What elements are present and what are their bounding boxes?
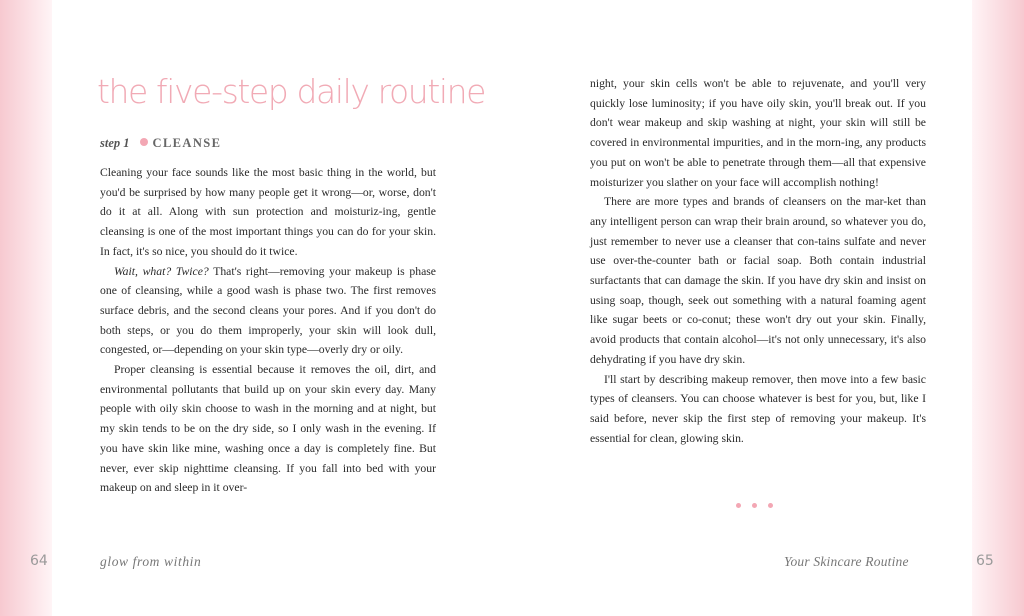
paragraph: Cleaning your face sounds like the most basic thing in the world, but you'd be surprised by how many people get it wrong—or, worse, don't do it at all. Along with sun protection and moisturiz-ing, gentle cleansing is one of the most important things you can do for your skin. In fact, it's so nice, you should do it twice.	[100, 166, 436, 258]
italic-phrase: Wait, what? Twice?	[114, 264, 209, 278]
ornament-dot-icon	[736, 503, 741, 508]
chapter-title: the five-step daily routine	[97, 72, 486, 111]
left-page-edge	[0, 0, 52, 616]
page-number-left: 64	[30, 553, 48, 569]
right-page-edge	[972, 0, 1024, 616]
left-page	[52, 0, 512, 616]
right-page	[512, 0, 972, 616]
running-head-right: Your Skincare Routine	[784, 554, 909, 569]
ornament-dot-icon	[768, 503, 773, 508]
section-ornament	[736, 503, 773, 508]
right-text-column	[590, 74, 926, 448]
paragraph: night, your skin cells won't be able to rejuvenate, and you'll very quickly lose luminosity; if you have oily skin, you'll break out. If you don't wear makeup and skip washing at night, your skin will still be covered in environmental impurities, and in the morn-ing, any products you put on won't be able to penetrate through them—all that expensive moisturizer you slather on your face will accomplish nothing!	[590, 77, 926, 189]
paragraph: Proper cleansing is essential because it removes the oil, dirt, and environmental pollutants that build up on your skin every day. Many people with oily skin choose to wash in the morning and at night, but my skin tends to be on the dry side, so I only wash in the evening. If you have skin like mine, washing once a day is completely fine. But never, ever skip nighttime cleansing. If you fall into bed with your makeup on and sleep in it over-	[100, 363, 436, 495]
running-head-left: glow from within	[100, 554, 202, 569]
step-heading	[100, 136, 221, 151]
paragraph: I'll start by describing makeup remover, then move into a few basic types of cleansers. You can choose whatever is best for you, but, like I said before, never skip the first step of removing your makeup. It's essential for clean, glowing skin.	[590, 372, 926, 445]
paragraph: There are more types and brands of cleansers on the mar-ket than any intelligent person can wrap their brain around, so whatever you do, just remember to never use a cleanser that con-tains sulfate and never use over-the-counter bath or facial soap. Both contain industrial surfactants that can damage the skin. If you have dry skin and insist on using soap, though, seek out something with a natural foaming agent like sugar beets or co-conut; these won't dry out your skin. Finally, avoid products that contain alcohol—it's not only unnecessary, it's also dehydrating if you have dry skin.	[590, 195, 926, 366]
step-name: CLEANSE	[152, 136, 222, 150]
step-number: step 1	[100, 136, 130, 150]
bullet-dot-icon	[140, 138, 148, 146]
left-text-column	[100, 163, 436, 498]
paragraph-text: That's right—removing your makeup is phase one of cleansing, while a good wash is phase two. The first removes surface debris, and the second cleans your pores. And if you don't do both steps, or you do them improperly, your skin will look dull, congested, or—depending on your skin type—overly dry or oily.	[100, 264, 436, 357]
page-number-right: 65	[976, 553, 994, 569]
paragraph	[100, 262, 436, 361]
ornament-dot-icon	[752, 503, 757, 508]
